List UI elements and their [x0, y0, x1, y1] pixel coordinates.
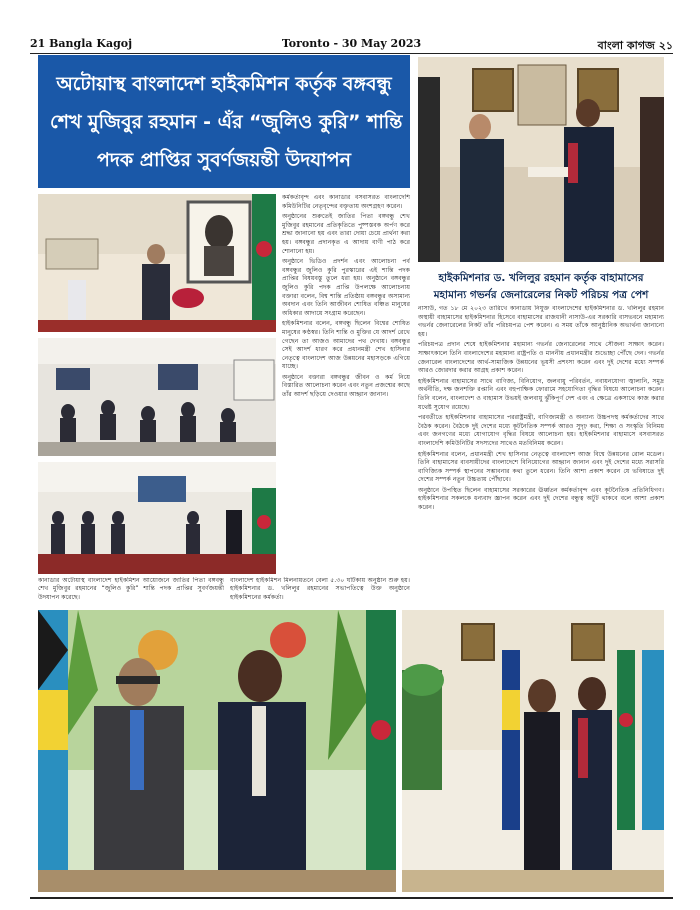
article-paragraph: অনুষ্ঠানে উপস্থিত ছিলেন বাহামাসের সরকারের ঊর্ধ্বতন কর্মকর্তাবৃন্দ এবং কূটনৈতিক প্রতিনিধিগণ। হাইকমিশনার সকলকে ধন্যবাদ জ্ঞাপন করেন এবং দুই দেশের বন্ধুত্ব অটুট থাকবে বলে আশা প্রকাশ করেন।: [418, 486, 664, 512]
page-footer-rule: [30, 897, 673, 899]
page-header: [30, 34, 673, 54]
main-headline-line: শেখ মুজিবুর রহমান - এঁর “জুলিও কুরি” শান্তি: [50, 111, 403, 133]
credentials-headline-line: হাইকমিশনার ড. খলিলুর রহমান কর্তৃক বাহামাসের: [438, 272, 644, 284]
main-headline-line: অটোয়াস্থ বাংলাদেশ হাইকমিশন কর্তৃক বঙ্গবন্ধু: [56, 73, 392, 95]
article-paragraph: পরবর্তীতে হাইকমিশনার বাহামাসের পররাষ্ট্রমন্ত্রী, বাণিজ্যমন্ত্রী ও অন্যান্য উচ্চপদস্থ কর্মকর্তাদের সাথে বৈঠক করেন। বৈঠকে দুই দেশের মধ্যে কূটনৈতিক সম্পর্ক আরও সুদৃঢ় করা, শিক্ষা ও সংস্কৃতি বিনিময় এবং জনগণের মধ্যে যোগাযোগ বৃদ্ধির বিষয়ে আলোচনা হয়। হাইকমিশনার বাহামাসে বসবাসরত বাংলাদেশি কমিউনিটির সদস্যদের সাথেও মতবিনিময় করেন।: [418, 414, 664, 447]
issue-date: Toronto - 30 May 2023: [281, 37, 422, 50]
left-article: [282, 194, 410, 574]
left-photo-caption: কানাডার অটোয়াস্থ বাংলাদেশ হাইকমিশন আয়োজনে জাতির পিতা বঙ্গবন্ধু শেখ মুজিবুর রহমানের “জুলিও কুরি” শান্তি পদক প্রাপ্তির সুবর্ণজয়ন্তী উদযাপন করেছে।: [38, 577, 224, 601]
page-number-right: বাংলা কাগজ ২১: [597, 39, 673, 52]
credentials-headline: [418, 270, 664, 304]
credentials-photo: [418, 57, 664, 262]
page-number-left: 21 Bangla Kagoj: [30, 37, 133, 50]
panel-photo: [38, 462, 276, 574]
ceremony-photo: [402, 610, 664, 892]
main-headline: [38, 55, 410, 188]
article-paragraph: অনুষ্ঠানে ভিডিও প্রদর্শন এবং আলোচনা পর্ব বঙ্গবন্ধুর জুলিও কুরি পুরস্কারের এই শান্তি পদক প্রাপ্তির বিষয়বস্তু তুলে ধরা হয়। অনুষ্ঠানে বঙ্গবন্ধুর জুলিও কুরি পদক প্রাপ্তি উপলক্ষে আলোচনায় বক্তারা বলেন, বিশ্ব শান্তি প্রতিষ্ঠায় বঙ্গবন্ধুর অসামান্য অবদান এবং তিনি আজীবন শোষিত বঞ্চিত মানুষের অধিকার আদায়ে সংগ্রাম করেছেন।: [282, 258, 410, 317]
article-paragraph: কর্মকর্তাবৃন্দ এবং কানাডার বসবাসরত বাংলাদেশি কমিউনিটির নেতৃবৃন্দের বক্তৃতায় অংশগ্রহণ করেন।: [282, 194, 410, 210]
dignitaries-photo: [38, 610, 396, 892]
audience-photo: [38, 338, 276, 456]
right-article: [418, 305, 664, 603]
article-paragraph: হাইকমিশনার বলেন, প্রধানমন্ত্রী শেখ হাসিনার নেতৃত্বে বাংলাদেশ আজ বিশ্বে উন্নয়নের রোল মডেল। তিনি বাহামাসের ব্যবসায়ীদের বাংলাদেশে বিনিয়োগের আহ্বান জানান এবং দুই দেশের মধ্যে সরাসরি বাণিজ্যিক সম্পর্ক স্থাপনের সম্ভাবনার কথা তুলে ধরেন। তিনি আশা প্রকাশ করেন যে ভবিষ্যতে দুই দেশের সম্পর্ক নতুন উচ্চতায় পৌঁছাবে।: [418, 450, 664, 484]
article-paragraph: হাইকমিশনার বাহামাসের সাথে বাণিজ্য, বিনিয়োগ, জলবায়ু পরিবর্তন, নবায়নযোগ্য জ্বালানি, সমুদ্র অর্থনীতি, দক্ষ জনশক্তি রপ্তানি এবং বহুপাক্ষিক ফোরামে সহযোগিতা বৃদ্ধির বিষয়ে আলোচনা করেন। তিনি বলেন, বাংলাদেশ ও বাহামাস উভয়ই জলবায়ু ঝুঁকিপূর্ণ দেশ এবং এ ক্ষেত্রে একসাথে কাজ করার যথেষ্ট সুযোগ রয়েছে।: [418, 377, 664, 411]
middle-photo-caption: বাংলাদেশ হাইকমিশন মিলনায়তনে বেলা ৫.৩০ ঘটিকায় অনুষ্ঠান শুরু হয়। হাইকমিশনার ড. খলিলুর রহমানের সভাপতিত্বে উক্ত অনুষ্ঠানে হাইকমিশনের কর্মকর্তা।: [230, 577, 410, 601]
article-paragraph: নাসাউ, গত ১৮ মে ২০২৩ তারিখে কানাডায় নিযুক্ত বাংলাদেশের হাইকমিশনার ড. খলিলুর রহমান অস্থায়ী বাহামাসের হাইকমিশনার হিসেবে বাহামাসের রাজধানী নাসাউ-এর সরকারি বাসভবনে মহামান্য গভর্নর জেনারেলের নিকট তাঁর পরিচয়পত্র পেশ করেন। এ সময় তাঁকে আনুষ্ঠানিক অভ্যর্থনা জানানো হয়।: [418, 305, 664, 338]
article-paragraph: অনুষ্ঠানে বক্তারা বঙ্গবন্ধুর জীবন ও কর্ম নিয়ে বিস্তারিত আলোচনা করেন এবং নতুন প্রজন্মের কাছে তাঁর আদর্শ ছড়িয়ে দেওয়ার আহ্বান জানান।: [282, 373, 410, 399]
article-paragraph: হাইকমিশনার বলেন, বঙ্গবন্ধু ছিলেন বিশ্বের শোষিত মানুষের কণ্ঠস্বর। তিনি শান্তি ও মুক্তির যে আদর্শ রেখে গেছেন তা আজও আমাদের পথ দেখায়। বঙ্গবন্ধুর সেই আদর্শ ধারণ করে প্রধানমন্ত্রী শেখ হাসিনার নেতৃত্বে বাংলাদেশ আজ উন্নয়নের মহাসড়কে এগিয়ে যাচ্ছে।: [282, 320, 410, 371]
wreath-photo: [38, 194, 276, 332]
article-paragraph: পরিচয়পত্র প্রদান শেষে হাইকমিশনার মহামান্য গভর্নর জেনারেলের সাথে সৌজন্য সাক্ষাৎ করেন। সাক্ষাৎকালে তিনি বাংলাদেশের মহামান্য রাষ্ট্রপতি ও মাননীয় প্রধানমন্ত্রীর শুভেচ্ছা পৌঁছে দেন। গভর্নর জেনারেল বাংলাদেশের আর্থ-সামাজিক উন্নয়নের ভূয়সী প্রশংসা করেন এবং দুই দেশের মধ্যে সম্পর্ক আরও জোরদার করার আগ্রহ প্রকাশ করেন।: [418, 341, 664, 375]
article-paragraph: অনুষ্ঠানের শুরুতেই জাতির পিতা বঙ্গবন্ধু শেখ মুজিবুর রহমানের প্রতিকৃতিতে পুষ্পস্তবক অর্পণ করে শ্রদ্ধা জানানো হয় এবং তারা দোয়া চেয়ে প্রার্থনা করা হয়। বঙ্গবন্ধুর প্রদানকৃত এ আদায় বাণী পাঠ করে শোনানো হয়।: [282, 213, 410, 255]
credentials-headline-line: মহামান্য গভর্নর জেনারেলের নিকট পরিচয় পত্র পেশ: [433, 289, 649, 301]
main-headline-line: পদক প্রাপ্তির সুবর্ণজয়ন্তী উদযাপন: [96, 149, 352, 171]
